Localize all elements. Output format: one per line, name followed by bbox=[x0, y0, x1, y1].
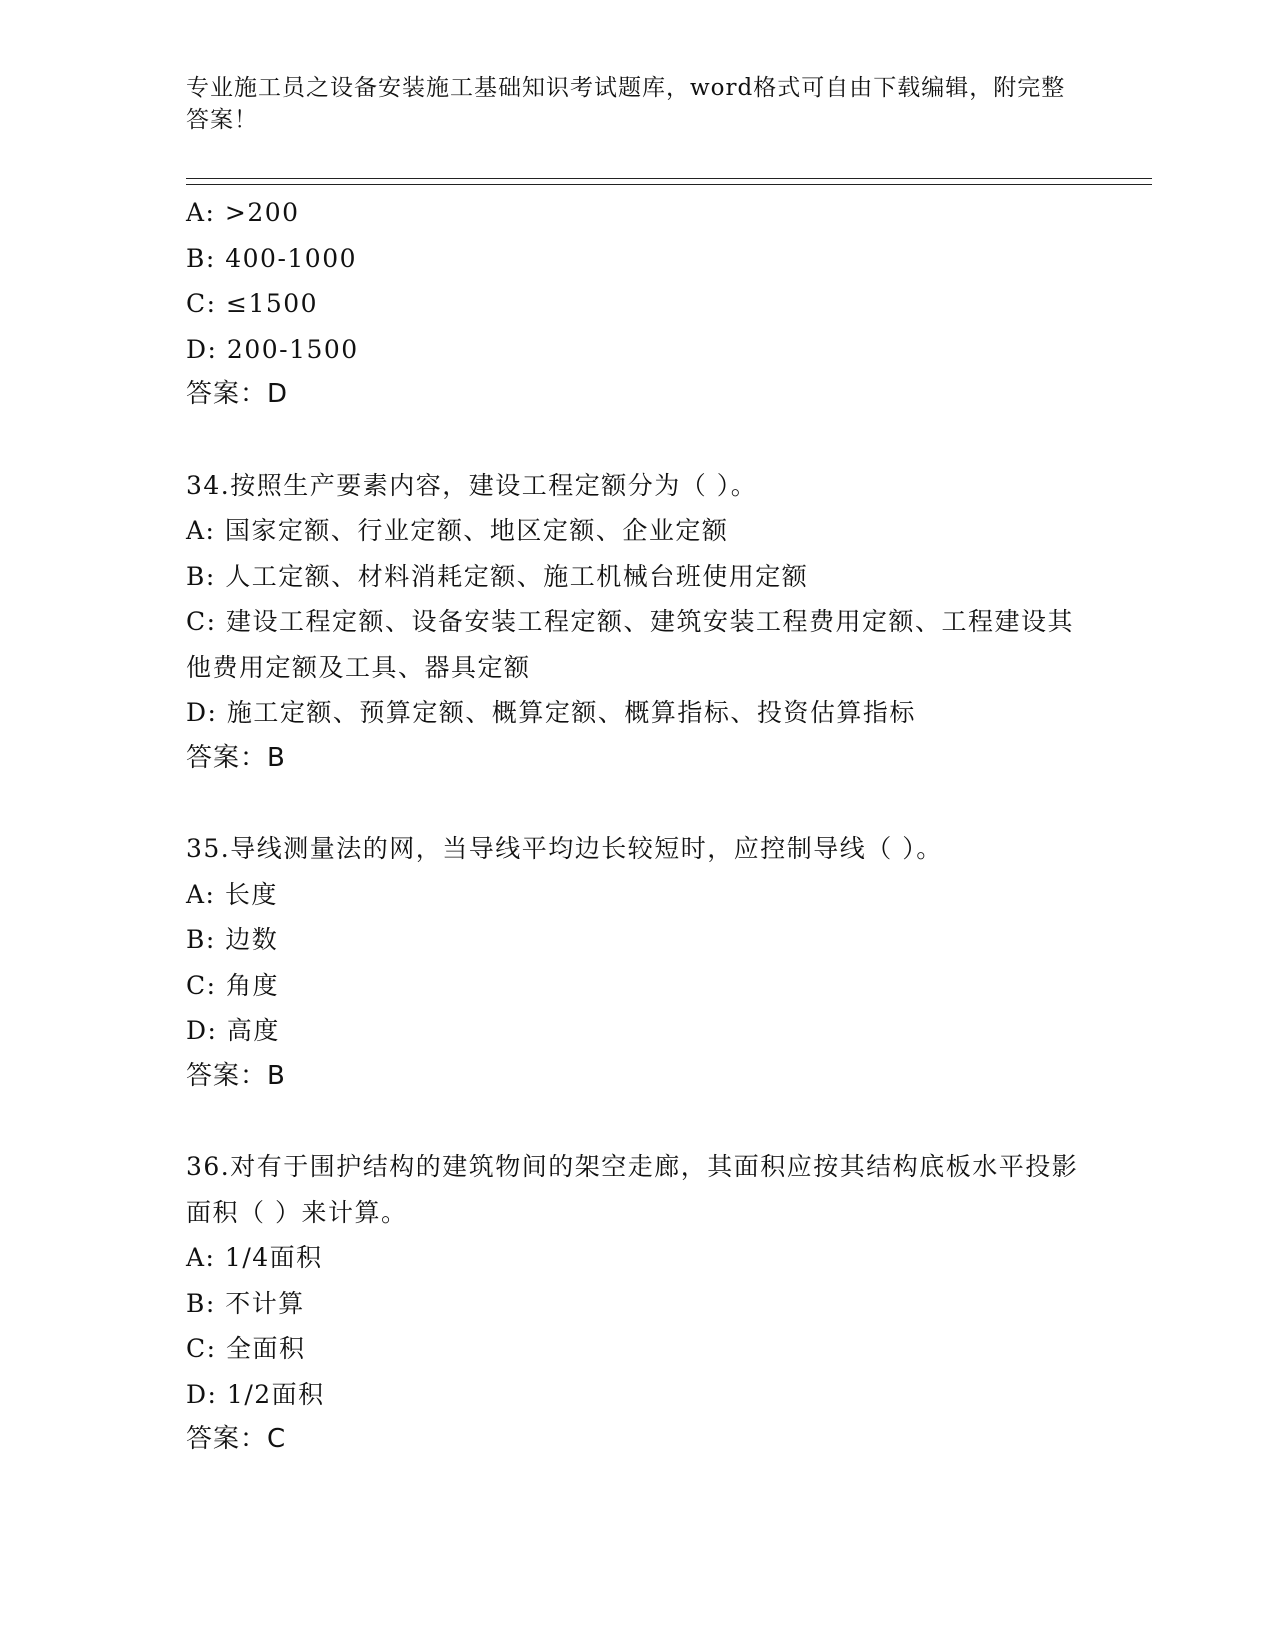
option-c: C: ≤1500 bbox=[186, 289, 319, 318]
option-c: C: 建设工程定额、设备安装工程定额、建筑安装工程费用定额、工程建设其他费用定额及工具、器具定额 bbox=[186, 607, 1075, 682]
question-stem: 34.按照生产要素内容，建设工程定额分为（ ）。 bbox=[186, 470, 758, 500]
question-spacer bbox=[186, 781, 1086, 826]
question-33-tail bbox=[186, 190, 1086, 418]
question-stem: 36.对有于围护结构的建筑物间的架空走廊，其面积应按其结构底板水平投影面积（ ）来计算。 bbox=[186, 1152, 1079, 1227]
question-list bbox=[186, 190, 1086, 1463]
question-spacer bbox=[186, 418, 1086, 463]
option-b: B: 边数 bbox=[186, 925, 279, 954]
header-rule-top bbox=[186, 178, 1152, 179]
question-stem: 35.导线测量法的网，当导线平均边长较短时，应控制导线（ ）。 bbox=[186, 834, 943, 863]
answer-line: 答案：D bbox=[186, 379, 289, 409]
header-rule-bottom bbox=[186, 184, 1152, 185]
answer-line: 答案：B bbox=[186, 742, 286, 773]
answer-line: 答案：C bbox=[186, 1424, 287, 1454]
question-34 bbox=[186, 463, 1086, 782]
answer-line: 答案：B bbox=[186, 1060, 286, 1091]
document-header-title: 专业施工员之设备安装施工基础知识考试题库，word格式可自由下载编辑，附完整答案！ bbox=[186, 75, 1066, 133]
question-36 bbox=[186, 1144, 1086, 1463]
option-c: C: 全面积 bbox=[186, 1334, 306, 1363]
option-a: A: >200 bbox=[186, 198, 300, 227]
option-c: C: 角度 bbox=[186, 970, 279, 1000]
option-a: A: 国家定额、行业定额、地区定额、企业定额 bbox=[186, 516, 729, 545]
option-b: B: 人工定额、材料消耗定额、施工机械台班使用定额 bbox=[186, 561, 809, 591]
question-35 bbox=[186, 826, 1086, 1099]
option-b: B: 400-1000 bbox=[186, 243, 358, 273]
option-d: D: 200-1500 bbox=[186, 334, 359, 364]
option-a: A: 1/4面积 bbox=[186, 1243, 323, 1272]
option-d: D: 高度 bbox=[186, 1016, 280, 1045]
option-d: D: 施工定额、预算定额、概算定额、概算指标、投资估算指标 bbox=[186, 698, 916, 727]
option-a: A: 长度 bbox=[186, 879, 278, 909]
option-d: D: 1/2面积 bbox=[186, 1379, 325, 1409]
option-b: B: 不计算 bbox=[186, 1288, 305, 1318]
question-spacer bbox=[186, 1099, 1086, 1144]
